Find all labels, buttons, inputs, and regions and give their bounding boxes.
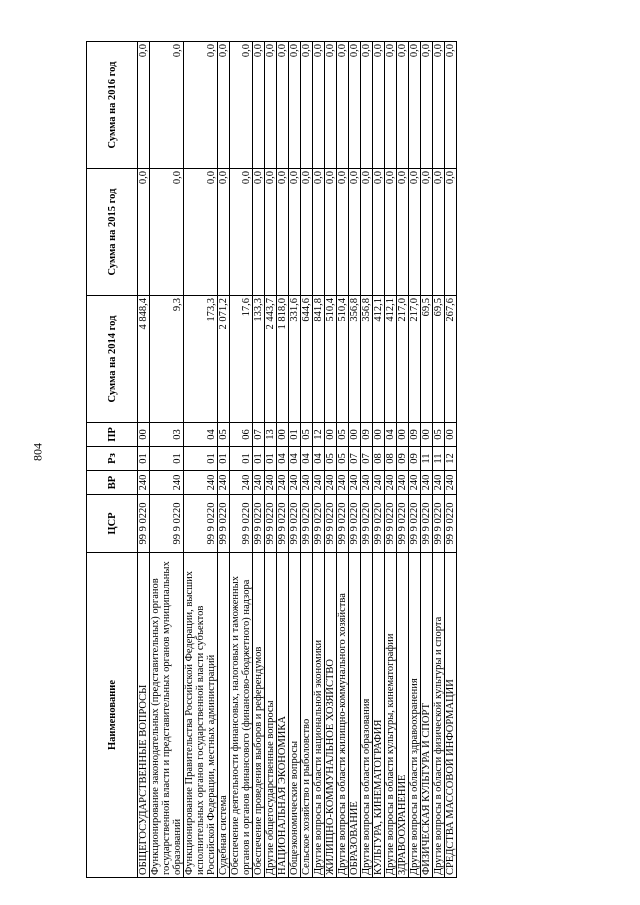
cell-csr: 99 9 0220 [138,495,150,553]
cell-csr: 99 9 0220 [325,495,337,553]
cell-csr: 99 9 0220 [409,495,421,553]
cell-sum-2015: 0,0 [385,169,397,296]
cell-pr: 00 [373,423,385,447]
table-row [277,42,289,878]
cell-sum-2015: 0,0 [433,169,445,296]
cell-name: Обеспечение проведения выборов и референдумов [253,553,265,878]
cell-csr: 99 9 0220 [277,495,289,553]
budget-table [86,41,457,878]
cell-pr: 01 [289,423,301,447]
cell-name: Сельское хозяйство и рыболовство [301,553,313,878]
table-header-row [87,42,138,878]
cell-csr: 99 9 0220 [385,495,397,553]
cell-rz: 11 [421,447,433,471]
cell-sum-2014: 356,8 [349,296,361,423]
cell-sum-2014: 2 443,7 [265,296,277,423]
header-csr: ЦСР [87,495,138,553]
table-row [349,42,361,878]
cell-sum-2014: 9,3 [150,296,184,423]
cell-sum-2015: 0,0 [218,169,230,296]
table-row [373,42,385,878]
cell-vr: 240 [301,471,313,495]
cell-sum-2015: 0,0 [313,169,325,296]
cell-pr: 09 [409,423,421,447]
cell-rz: 07 [349,447,361,471]
cell-name: Функционирование законодательных (представительных) органов государственной власти и представительных органов муниципальных образований [150,553,184,878]
cell-rz: 12 [445,447,457,471]
cell-sum-2015: 0,0 [184,169,218,296]
cell-vr: 240 [150,471,184,495]
cell-sum-2015: 0,0 [265,169,277,296]
cell-rz: 07 [361,447,373,471]
cell-name: Другие общегосударственные вопросы [265,553,277,878]
cell-name: СРЕДСТВА МАССОВОЙ ИНФОРМАЦИИ [445,553,457,878]
cell-sum-2014: 510,4 [325,296,337,423]
cell-csr: 99 9 0220 [421,495,433,553]
cell-sum-2014: 2 071,2 [218,296,230,423]
table-row [230,42,253,878]
cell-name: ЖИЛИЩНО-КОММУНАЛЬНОЕ ХОЗЯЙСТВО [325,553,337,878]
cell-sum-2016: 0,0 [409,42,421,169]
cell-pr: 00 [445,423,457,447]
cell-rz: 01 [138,447,150,471]
cell-csr: 99 9 0220 [184,495,218,553]
cell-sum-2014: 4 848,4 [138,296,150,423]
cell-sum-2014: 510,4 [337,296,349,423]
cell-vr: 240 [218,471,230,495]
cell-sum-2015: 0,0 [361,169,373,296]
rotated-page [86,42,556,878]
header-sum-2014: Сумма на 2014 год [87,296,138,423]
cell-csr: 99 9 0220 [150,495,184,553]
cell-name: Обеспечение деятельности финансовых, налоговых и таможенных органов и органов финансового (финансово-бюджетного) надзора [230,553,253,878]
cell-csr: 99 9 0220 [253,495,265,553]
cell-sum-2014: 412,1 [373,296,385,423]
cell-pr: 04 [385,423,397,447]
cell-pr: 13 [265,423,277,447]
cell-vr: 240 [337,471,349,495]
header-rz: Рз [87,447,138,471]
cell-vr: 240 [277,471,289,495]
cell-sum-2014: 841,8 [313,296,325,423]
cell-pr: 00 [325,423,337,447]
cell-vr: 240 [373,471,385,495]
cell-sum-2016: 0,0 [433,42,445,169]
cell-rz: 08 [385,447,397,471]
cell-vr: 240 [265,471,277,495]
cell-sum-2016: 0,0 [373,42,385,169]
cell-sum-2015: 0,0 [301,169,313,296]
cell-sum-2014: 133,3 [253,296,265,423]
cell-sum-2014: 217,0 [397,296,409,423]
cell-name: ЗДРАВООХРАНЕНИЕ [397,553,409,878]
cell-sum-2016: 0,0 [325,42,337,169]
cell-sum-2014: 217,0 [409,296,421,423]
cell-name: ОБРАЗОВАНИЕ [349,553,361,878]
header-pr: ПР [87,423,138,447]
cell-rz: 09 [397,447,409,471]
cell-rz: 01 [150,447,184,471]
cell-name: Другие вопросы в области национальной экономики [313,553,325,878]
cell-sum-2016: 0,0 [313,42,325,169]
table-row [397,42,409,878]
cell-vr: 240 [433,471,445,495]
cell-sum-2016: 0,0 [301,42,313,169]
cell-name: Другие вопросы в области культуры, кинематографии [385,553,397,878]
cell-sum-2015: 0,0 [325,169,337,296]
cell-csr: 99 9 0220 [445,495,457,553]
table-row [313,42,325,878]
cell-vr: 240 [138,471,150,495]
table-row [445,42,457,878]
cell-sum-2016: 0,0 [230,42,253,169]
cell-vr: 240 [184,471,218,495]
cell-sum-2014: 644,6 [301,296,313,423]
cell-sum-2016: 0,0 [385,42,397,169]
cell-csr: 99 9 0220 [337,495,349,553]
cell-rz: 01 [265,447,277,471]
cell-sum-2015: 0,0 [138,169,150,296]
cell-vr: 240 [409,471,421,495]
cell-sum-2014: 267,6 [445,296,457,423]
cell-pr: 00 [277,423,289,447]
cell-rz: 01 [253,447,265,471]
table-row [184,42,218,878]
cell-sum-2016: 0,0 [218,42,230,169]
table-row [409,42,421,878]
cell-pr: 07 [253,423,265,447]
cell-sum-2016: 0,0 [337,42,349,169]
cell-csr: 99 9 0220 [265,495,277,553]
table-row [385,42,397,878]
cell-pr: 05 [218,423,230,447]
cell-name: ФИЗИЧЕСКАЯ КУЛЬТУРА И СПОРТ [421,553,433,878]
cell-sum-2016: 0,0 [421,42,433,169]
cell-sum-2015: 0,0 [409,169,421,296]
cell-sum-2014: 331,6 [289,296,301,423]
cell-sum-2015: 0,0 [397,169,409,296]
cell-csr: 99 9 0220 [289,495,301,553]
cell-pr: 00 [397,423,409,447]
cell-name: Судебная система [218,553,230,878]
cell-vr: 240 [313,471,325,495]
cell-sum-2015: 0,0 [230,169,253,296]
cell-name: Общеэкономические вопросы [289,553,301,878]
cell-pr: 00 [138,423,150,447]
header-vr: ВР [87,471,138,495]
cell-sum-2014: 412,1 [385,296,397,423]
cell-pr: 00 [349,423,361,447]
cell-sum-2016: 0,0 [138,42,150,169]
cell-name: Другие вопросы в области жилищно-коммунального хозяйства [337,553,349,878]
table-row [301,42,313,878]
cell-sum-2015: 0,0 [277,169,289,296]
cell-sum-2015: 0,0 [421,169,433,296]
cell-pr: 03 [150,423,184,447]
cell-rz: 04 [313,447,325,471]
table-row [433,42,445,878]
cell-vr: 240 [421,471,433,495]
cell-rz: 05 [337,447,349,471]
cell-vr: 240 [397,471,409,495]
cell-sum-2016: 0,0 [289,42,301,169]
cell-pr: 05 [433,423,445,447]
cell-sum-2016: 0,0 [445,42,457,169]
cell-pr: 06 [230,423,253,447]
cell-sum-2016: 0,0 [397,42,409,169]
cell-name: НАЦИОНАЛЬНАЯ ЭКОНОМИКА [277,553,289,878]
cell-sum-2014: 1 818,0 [277,296,289,423]
cell-name: ОБЩЕГОСУДАРСТВЕННЫЕ ВОПРОСЫ [138,553,150,878]
table-row [265,42,277,878]
cell-name: Другие вопросы в области образования [361,553,373,878]
cell-csr: 99 9 0220 [218,495,230,553]
cell-sum-2015: 0,0 [445,169,457,296]
cell-rz: 11 [433,447,445,471]
cell-sum-2014: 173,3 [184,296,218,423]
cell-sum-2016: 0,0 [184,42,218,169]
cell-csr: 99 9 0220 [230,495,253,553]
cell-sum-2015: 0,0 [253,169,265,296]
cell-vr: 240 [445,471,457,495]
cell-csr: 99 9 0220 [361,495,373,553]
cell-name: Другие вопросы в области здравоохранения [409,553,421,878]
cell-vr: 240 [349,471,361,495]
cell-name: КУЛЬТУРА, КИНЕМАТОГРАФИЯ [373,553,385,878]
cell-csr: 99 9 0220 [313,495,325,553]
table-row [421,42,433,878]
cell-sum-2016: 0,0 [253,42,265,169]
cell-sum-2016: 0,0 [150,42,184,169]
cell-sum-2015: 0,0 [337,169,349,296]
table-row [325,42,337,878]
cell-sum-2015: 0,0 [373,169,385,296]
cell-rz: 01 [184,447,218,471]
cell-sum-2014: 69,5 [433,296,445,423]
cell-sum-2015: 0,0 [289,169,301,296]
cell-name: Другие вопросы в области физической культуры и спорта [433,553,445,878]
cell-rz: 04 [277,447,289,471]
table-body [138,42,457,878]
cell-vr: 240 [253,471,265,495]
cell-sum-2014: 69,5 [421,296,433,423]
cell-sum-2016: 0,0 [349,42,361,169]
cell-csr: 99 9 0220 [349,495,361,553]
cell-pr: 12 [313,423,325,447]
cell-rz: 09 [409,447,421,471]
cell-pr: 09 [361,423,373,447]
cell-pr: 05 [337,423,349,447]
header-name: Наименование [87,553,138,878]
cell-sum-2016: 0,0 [361,42,373,169]
cell-vr: 240 [289,471,301,495]
cell-sum-2014: 356,8 [361,296,373,423]
cell-sum-2016: 0,0 [265,42,277,169]
cell-name: Функционирование Правительства Российской Федерации, высших исполнительных органов государственной власти субъектов Российской Федерации, местных администраций [184,553,218,878]
table-row [289,42,301,878]
cell-rz: 05 [325,447,337,471]
table-row [150,42,184,878]
cell-rz: 01 [218,447,230,471]
cell-csr: 99 9 0220 [433,495,445,553]
table-row [218,42,230,878]
table-row [361,42,373,878]
cell-rz: 08 [373,447,385,471]
table-row [138,42,150,878]
cell-csr: 99 9 0220 [397,495,409,553]
cell-vr: 240 [325,471,337,495]
cell-vr: 240 [230,471,253,495]
cell-sum-2016: 0,0 [277,42,289,169]
cell-sum-2015: 0,0 [349,169,361,296]
page-number: 804 [30,443,45,461]
cell-rz: 01 [230,447,253,471]
cell-pr: 05 [301,423,313,447]
cell-sum-2015: 0,0 [150,169,184,296]
cell-pr: 00 [421,423,433,447]
cell-pr: 04 [184,423,218,447]
cell-csr: 99 9 0220 [373,495,385,553]
cell-vr: 240 [385,471,397,495]
header-sum-2016: Сумма на 2016 год [87,42,138,169]
cell-vr: 240 [361,471,373,495]
cell-rz: 04 [301,447,313,471]
table-row [337,42,349,878]
cell-sum-2014: 17,6 [230,296,253,423]
table-row [253,42,265,878]
cell-csr: 99 9 0220 [301,495,313,553]
cell-rz: 04 [289,447,301,471]
header-sum-2015: Сумма на 2015 год [87,169,138,296]
